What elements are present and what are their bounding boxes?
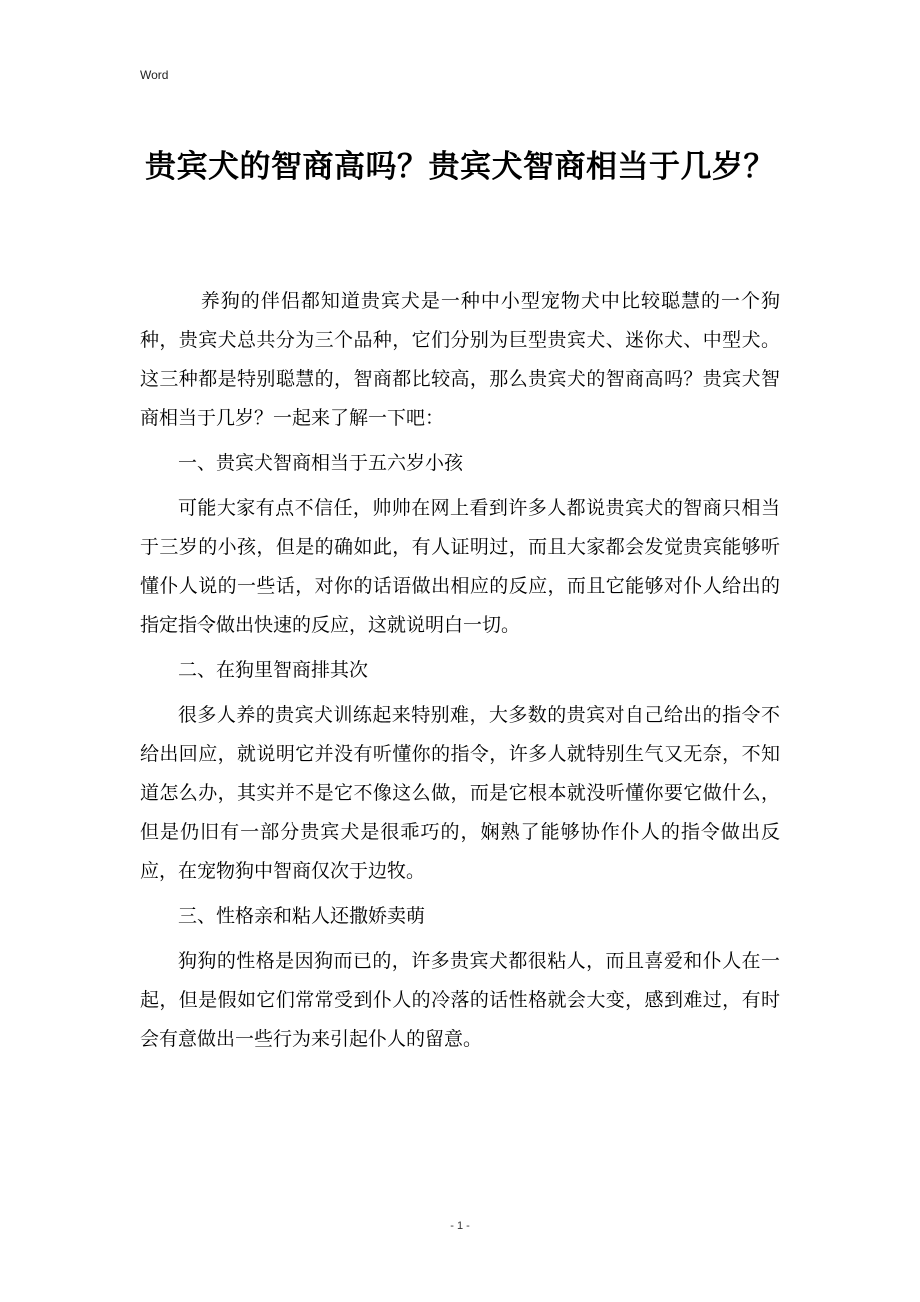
section-paragraph: 很多人养的贵宾犬训练起来特别难，大多数的贵宾对自己给出的指令不给出回应，就说明它并没有听懂你的指令，许多人就特别生气又无奈，不知道怎么办，其实并不是它不像这么做，而是它根本就没听懂你要它做什么，但是仍旧有一部分贵宾犬是很乖巧的，娴熟了能够协作仆人的指令做出反应，在宠物狗中智商仅次于边牧。 xyxy=(140,704,780,882)
header-label: Word xyxy=(140,68,169,82)
document-body xyxy=(140,282,780,1059)
section-heading: 二、在狗里智商排其次 xyxy=(178,659,369,681)
document-title: 贵宾犬的智商高吗？贵宾犬智商相当于几岁？ xyxy=(145,149,775,185)
section-heading: 一、贵宾犬智商相当于五六岁小孩 xyxy=(178,452,464,474)
page-number: - 1 - xyxy=(450,1220,470,1232)
intro-paragraph: 养狗的伴侣都知道贵宾犬是一种中小型宠物犬中比较聪慧的一个狗种，贵宾犬总共分为三个品种，它们分别为巨型贵宾犬、迷你犬、中型犬。这三种都是特别聪慧的，智商都比较高，那么贵宾犬的智商高吗？贵宾犬智商相当于几岁？一起来了解一下吧： xyxy=(140,290,780,429)
section-paragraph: 可能大家有点不信任，帅帅在网上看到许多人都说贵宾犬的智商只相当于三岁的小孩，但是的确如此，有人证明过，而且大家都会发觉贵宾能够听懂仆人说的一些话，对你的话语做出相应的反应，而且它能够对仆人给出的指定指令做出快速的反应，这就说明白一切。 xyxy=(140,497,780,636)
section-paragraph: 狗狗的性格是因狗而已的，许多贵宾犬都很粘人，而且喜爱和仆人在一起，但是假如它们常常受到仆人的冷落的话性格就会大变，感到难过，有时会有意做出一些行为来引起仆人的留意。 xyxy=(140,950,780,1050)
section-heading: 三、性格亲和粘人还撒娇卖萌 xyxy=(178,905,426,927)
